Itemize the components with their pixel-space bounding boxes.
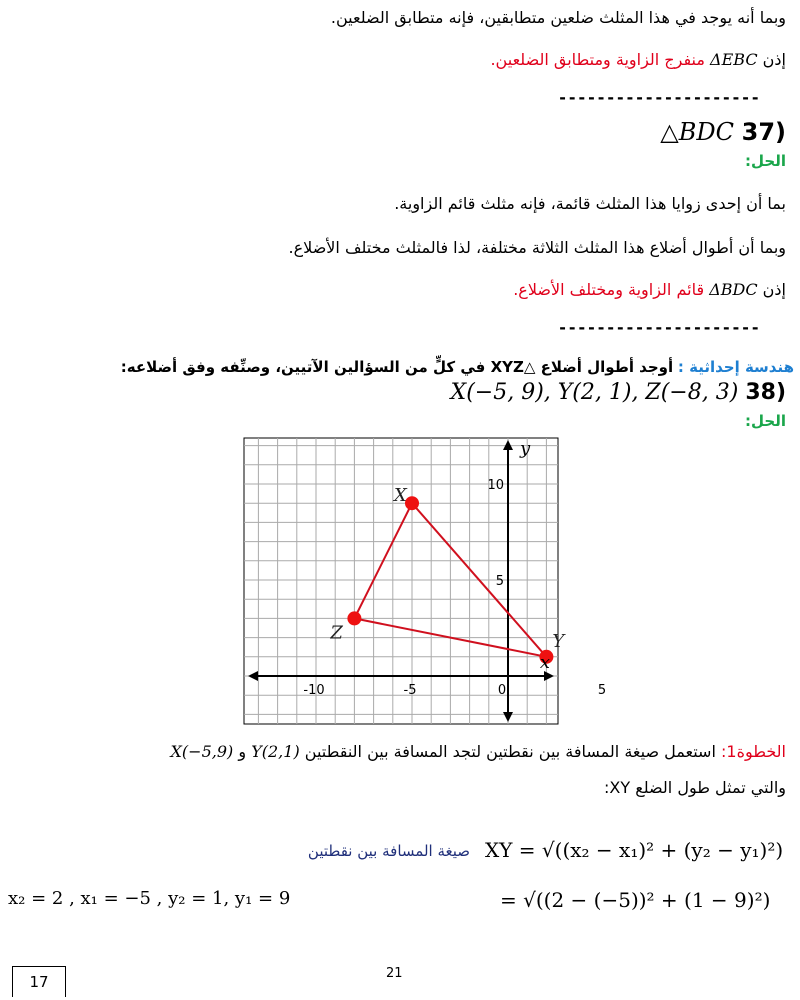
formula-label: صيغة المسافة بين نقطتين xyxy=(307,842,470,860)
substituted-formula: = √((2 − (−5))² + (1 − 9)²) xyxy=(500,888,771,912)
x-axis-label: x xyxy=(539,652,550,673)
point-label-y: Y xyxy=(552,630,565,652)
point-label-z: Z xyxy=(330,622,343,644)
page-number: 21 xyxy=(386,966,403,981)
solution-label: الحل: xyxy=(745,152,786,170)
q38-title: (38 X(−5, 9), Y(2, 1), Z(−8, 3) xyxy=(450,380,786,405)
section-header: هندسة إحداثية : أوجد أطوال أضلاع △XYZ في كلٍّ من السؤالين الآتيين، وصنِّفه وفق أضلاعه: xyxy=(120,358,794,376)
box-number: 17 xyxy=(12,966,66,997)
solution-label: الحل: xyxy=(745,412,786,430)
y-axis-label: y xyxy=(520,438,531,459)
q37-line2: وبما أن أطوال أضلاع هذا المثلث الثلاثة مختلفة، لذا فالمثلث مختلف الأضلاع. xyxy=(288,238,786,257)
x-tick-label: -5 xyxy=(403,683,417,698)
q37-line3: إذن ΔBDC قائم الزاوية ومختلف الأضلاع. xyxy=(513,280,786,299)
y-tick-label: 10 xyxy=(487,478,504,493)
point-label-x: X xyxy=(394,485,407,507)
values-line: x₂ = 2 , x₁ = −5 , y₂ = 1, y₁ = 9 xyxy=(8,888,291,909)
q37-line1: بما أن إحدى زوايا هذا المثلث قائمة، فإنه مثلث قائم الزاوية. xyxy=(394,194,786,213)
point-z xyxy=(347,611,361,625)
separator: --------------------- xyxy=(557,318,760,337)
statement-line: وبما أنه يوجد في هذا المثلث ضلعين متطابقين، فإنه متطابق الضلعين. xyxy=(330,8,786,27)
distance-formula: XY = √((x₂ − x₁)² + (y₂ − y₁)²) xyxy=(485,838,784,862)
separator: --------------------- xyxy=(557,88,760,107)
y-tick-label: 5 xyxy=(495,574,504,589)
coordinate-graph xyxy=(244,438,607,724)
x-tick-label: 0 xyxy=(497,683,507,698)
point-x xyxy=(405,496,419,510)
x-tick-label: -10 xyxy=(303,683,325,698)
q37-title: (37 △BDC xyxy=(660,118,786,146)
step1-line: الخطوة1: استعمل صيغة المسافة بين نقطتين لتجد المسافة بين النقطتين Y(2,1) و X(−5,9) xyxy=(170,742,786,761)
step1-line2: والتي تمثل طول الضلع XY: xyxy=(604,778,786,797)
x-tick-label: 5 xyxy=(597,683,607,698)
conclusion-ebc: إذن ΔEBC منفرج الزاوية ومتطابق الضلعين. xyxy=(490,50,786,69)
